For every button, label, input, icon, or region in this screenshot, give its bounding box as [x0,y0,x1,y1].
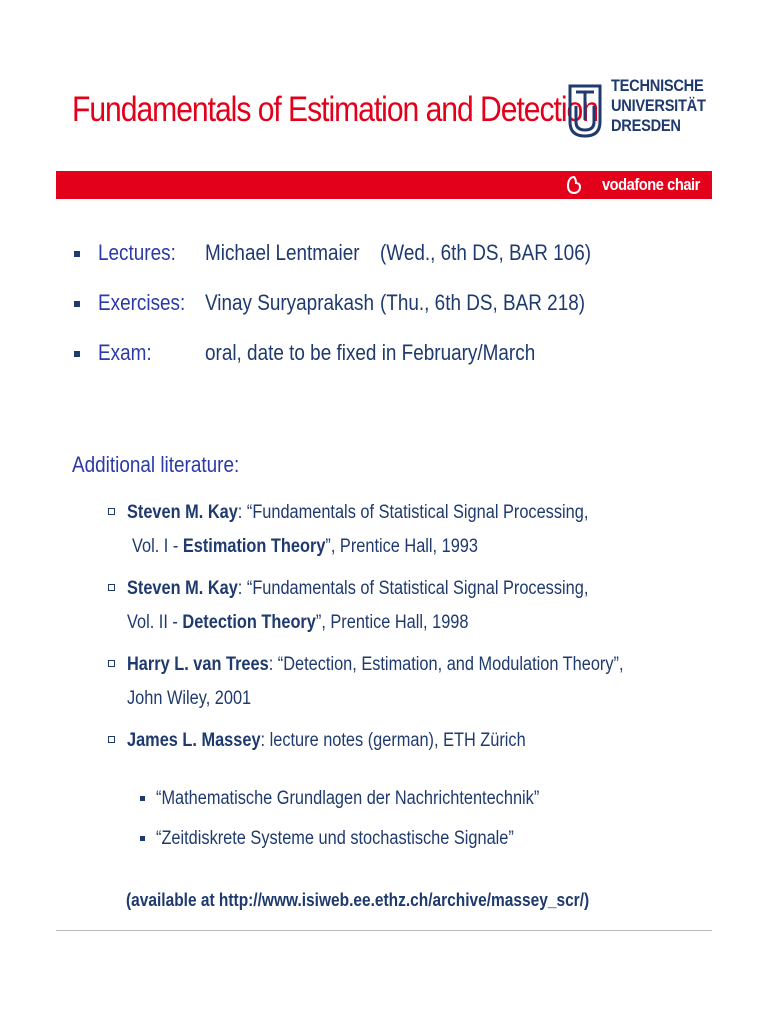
vodafone-brand [566,173,700,197]
reference-item [108,576,704,640]
reference-list [108,500,704,774]
bullet-icon [140,836,145,841]
info-label: Exam: [98,340,152,365]
bullet-icon [74,351,80,357]
note-title: “Zeitdiskrete Systeme und stochastische Signale” [156,828,514,849]
header-banner [56,171,712,199]
reference-text: Vol. I - [132,536,183,557]
info-name: Vinay Suryaprakash [205,290,374,315]
tu-dresden-emblem-icon [566,82,604,140]
reference-item [108,652,704,716]
reference-text: ”, Prentice Hall, 1993 [325,536,478,557]
reference-title: Estimation Theory [182,536,326,557]
reference-line-1 [127,576,624,610]
info-when: (Thu., 6th DS, BAR 218) [380,290,586,315]
reference-line-2 [127,610,624,640]
info-name: Michael Lentmaier [205,240,360,265]
logo-line: DRESDEN [611,116,681,135]
reference-line-2 [127,686,624,716]
logo-text [611,76,706,136]
vodafone-logo-icon [566,175,582,195]
reference-author: James L. Massey [127,730,261,751]
checkbox-bullet-icon [108,736,115,743]
checkbox-bullet-icon [108,584,115,591]
logo-line: TECHNISCHE [611,76,704,95]
reference-author: Steven M. Kay [127,578,238,599]
reference-line-2 [132,534,624,564]
tu-dresden-logo [566,74,706,154]
reference-text: : “Fundamentals of Statistical Signal Processing, [237,578,589,599]
availability-note: (available at http://www.isiweb.ee.ethz.ch/archive/massey_scr/) [126,890,590,910]
logo-line: UNIVERSITÄT [611,96,706,115]
bullet-icon [140,796,145,801]
info-label: Exercises: [98,290,186,315]
reference-line-1 [127,500,624,534]
footer-divider [56,930,712,931]
page-title: Fundamentals of Estimation and Detection [72,90,598,129]
bullet-icon [74,301,80,307]
reference-line-1 [127,652,624,686]
reference-text: ”, Prentice Hall, 1998 [315,612,469,633]
info-label: Lectures: [98,240,176,265]
vodafone-chair-label: vodafone chair [602,175,700,194]
reference-text: Vol. II - [127,612,183,633]
reference-text: : lecture notes (german), ETH Zürich [260,730,526,751]
info-when: (Wed., 6th DS, BAR 106) [380,240,592,265]
info-name: oral, date to be fixed in February/March [205,340,536,365]
reference-author: Harry L. van Trees [127,654,269,675]
reference-item [108,728,704,762]
bullet-icon [74,251,80,257]
literature-heading: Additional literature: [72,452,240,477]
reference-item [108,500,704,564]
note-title: “Mathematische Grundlagen der Nachrichtentechnik” [156,788,540,809]
reference-text: John Wiley, 2001 [127,688,252,709]
checkbox-bullet-icon [108,508,115,515]
reference-line-1 [127,728,624,762]
reference-text: : “Detection, Estimation, and Modulation Theory”, [268,654,624,675]
checkbox-bullet-icon [108,660,115,667]
reference-author: Steven M. Kay [127,502,238,523]
reference-title: Detection Theory [182,612,316,633]
reference-text: : “Fundamentals of Statistical Signal Processing, [237,502,589,523]
